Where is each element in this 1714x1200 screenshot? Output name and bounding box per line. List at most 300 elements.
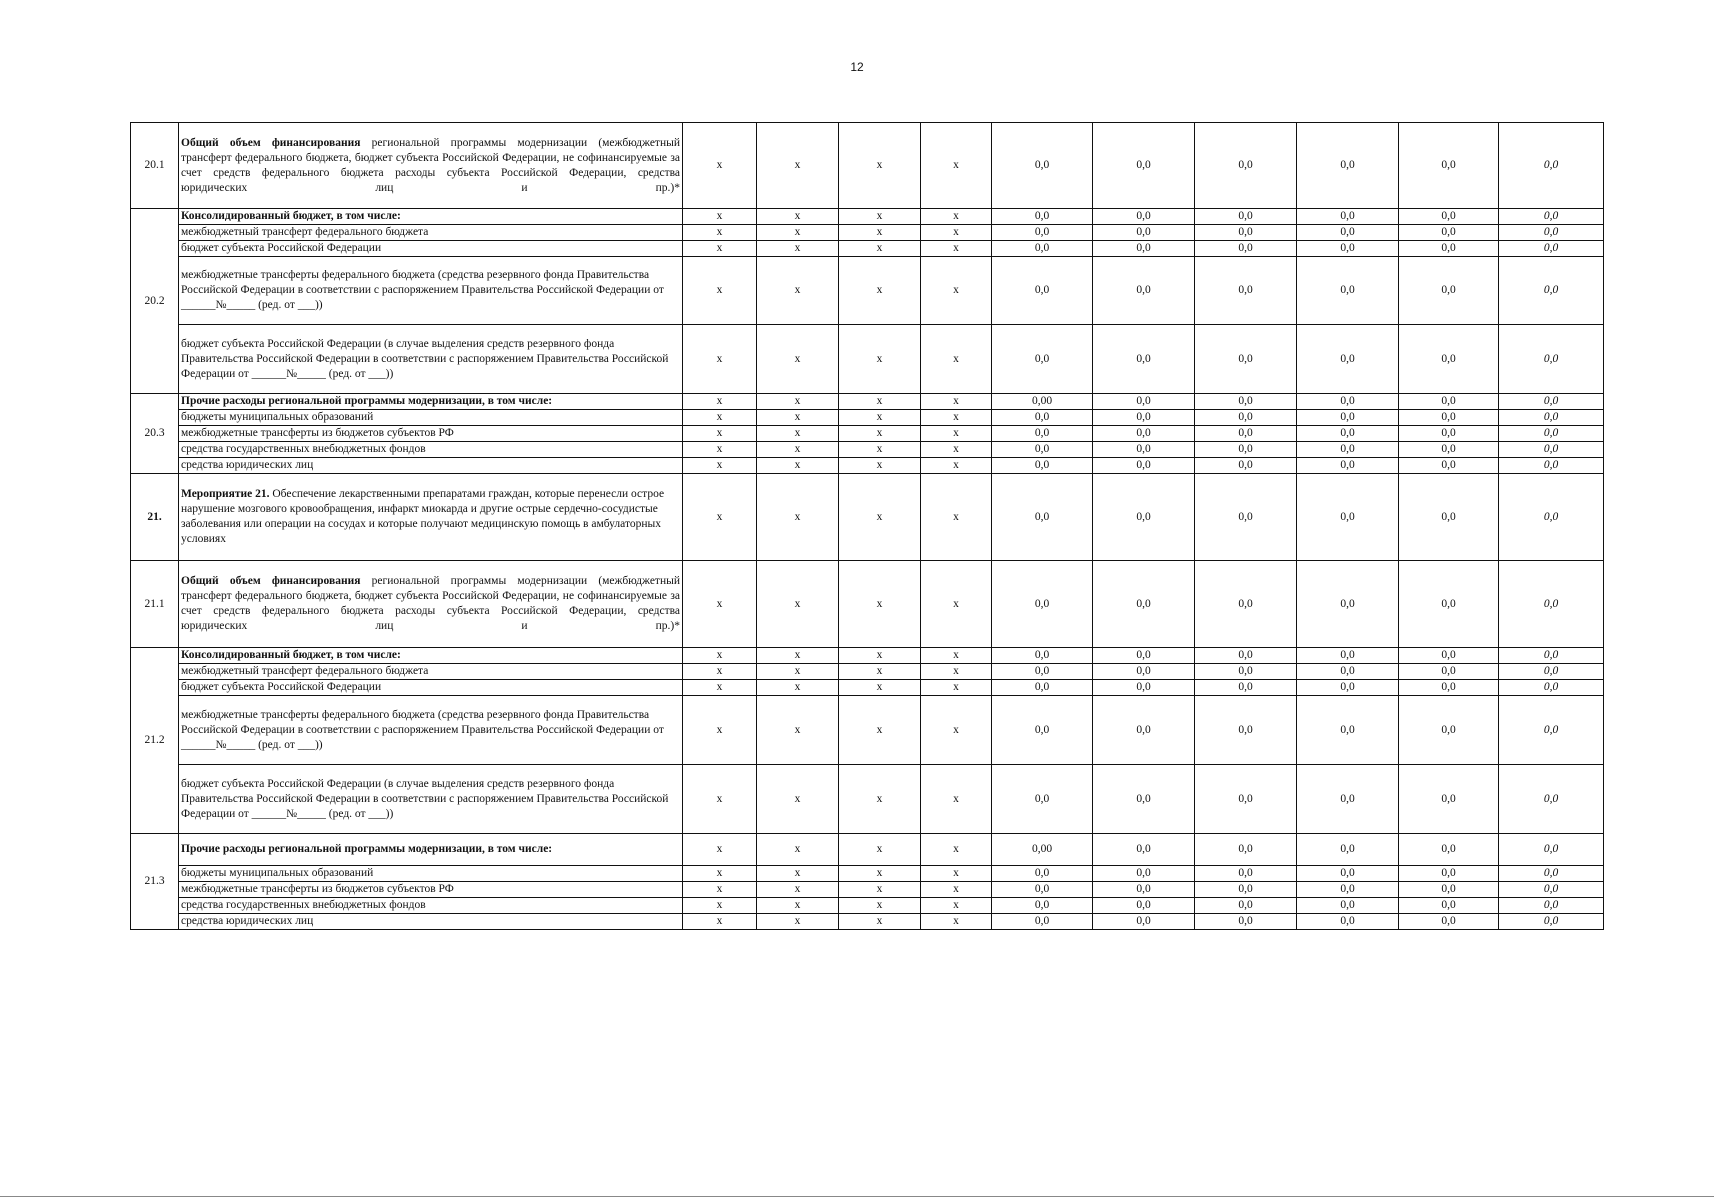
cell-value: 0,0: [1093, 123, 1195, 209]
cell-value: 0,0: [1399, 834, 1499, 866]
cell-value: 0,0: [1499, 882, 1604, 898]
cell-value: 0,0: [1399, 664, 1499, 680]
cell-not-applicable: x: [683, 209, 757, 225]
row-description: [179, 123, 683, 209]
row-description: [179, 866, 683, 882]
cell-not-applicable: x: [921, 834, 992, 866]
cell-value: 0,0: [992, 123, 1093, 209]
cell-value: 0,0: [1195, 680, 1297, 696]
cell-value: 0,0: [1297, 648, 1399, 664]
cell-value: 0,0: [1093, 225, 1195, 241]
description-text: межбюджетные трансферты федерального бюджета (средства резервного фонда Правительства Российской Федерации в соответствии с распоряжением Правительства Российской Федерации от ______№_____ (ред. от ___)): [181, 708, 664, 751]
cell-value: 0,0: [1297, 474, 1399, 561]
cell-value: 0,00: [992, 834, 1093, 866]
cell-value: 0,0: [1297, 225, 1399, 241]
cell-value: 0,0: [1093, 458, 1195, 474]
cell-not-applicable: x: [757, 648, 839, 664]
cell-value: 0,0: [992, 225, 1093, 241]
cell-not-applicable: x: [757, 241, 839, 257]
table-row: [131, 410, 1604, 426]
cell-not-applicable: x: [683, 914, 757, 930]
cell-value: 0,0: [1399, 257, 1499, 325]
cell-not-applicable: x: [683, 561, 757, 648]
cell-value: 0,0: [1499, 225, 1604, 241]
cell-value: 0,0: [1399, 209, 1499, 225]
description-text: региональной программы модернизации (межбюджетный трансферт федерального бюджета, бюджет субъекта Российской Федерации, не софинансируемые за счет средств федерального бюджета расходы субъекта Российской Федерации, средства юридических лиц и пр.)*: [181, 575, 680, 632]
cell-not-applicable: x: [921, 696, 992, 765]
description-text: межбюджетный трансферт федерального бюджета: [181, 226, 429, 238]
cell-value: 0,0: [1499, 325, 1604, 394]
cell-value: 0,0: [992, 241, 1093, 257]
description-text: межбюджетный трансферт федерального бюджета: [181, 665, 429, 677]
cell-value: 0,0: [1093, 834, 1195, 866]
cell-value: 0,0: [1499, 410, 1604, 426]
cell-not-applicable: x: [839, 225, 921, 241]
table-row: [131, 474, 1604, 561]
cell-not-applicable: x: [757, 882, 839, 898]
cell-value: 0,0: [1297, 680, 1399, 696]
table-row: [131, 898, 1604, 914]
cell-value: 0,0: [1297, 834, 1399, 866]
row-description: [179, 442, 683, 458]
cell-not-applicable: x: [683, 325, 757, 394]
cell-value: 0,0: [992, 209, 1093, 225]
cell-not-applicable: x: [757, 325, 839, 394]
cell-value: 0,0: [992, 882, 1093, 898]
cell-value: 0,0: [1297, 765, 1399, 834]
cell-value: 0,0: [1499, 765, 1604, 834]
row-description: [179, 765, 683, 834]
cell-not-applicable: x: [757, 410, 839, 426]
cell-not-applicable: x: [757, 765, 839, 834]
cell-not-applicable: x: [921, 898, 992, 914]
table-row: [131, 442, 1604, 458]
cell-value: 0,0: [1297, 394, 1399, 410]
cell-not-applicable: x: [839, 664, 921, 680]
cell-not-applicable: x: [757, 834, 839, 866]
cell-value: 0,0: [1499, 394, 1604, 410]
table-row: [131, 241, 1604, 257]
cell-not-applicable: x: [757, 898, 839, 914]
cell-value: 0,0: [1499, 123, 1604, 209]
cell-not-applicable: x: [921, 765, 992, 834]
cell-value: 0,0: [1399, 866, 1499, 882]
cell-value: 0,0: [1195, 561, 1297, 648]
cell-not-applicable: x: [839, 325, 921, 394]
cell-value: 0,0: [1399, 648, 1499, 664]
cell-not-applicable: x: [757, 474, 839, 561]
cell-value: 0,0: [1399, 225, 1499, 241]
cell-value: 0,0: [1093, 882, 1195, 898]
cell-not-applicable: x: [757, 458, 839, 474]
cell-value: 0,0: [1093, 241, 1195, 257]
cell-not-applicable: x: [839, 209, 921, 225]
cell-not-applicable: x: [921, 866, 992, 882]
cell-value: 0,0: [992, 914, 1093, 930]
cell-value: 0,0: [1297, 882, 1399, 898]
description-text: межбюджетные трансферты федерального бюджета (средства резервного фонда Правительства Российской Федерации в соответствии с распоряжением Правительства Российской Федерации от ______№_____ (ред. от ___)): [181, 269, 664, 311]
cell-value: 0,0: [992, 680, 1093, 696]
cell-value: 0,0: [992, 257, 1093, 325]
cell-not-applicable: x: [921, 325, 992, 394]
cell-not-applicable: x: [839, 898, 921, 914]
cell-value: 0,0: [1499, 648, 1604, 664]
cell-not-applicable: x: [683, 866, 757, 882]
cell-not-applicable: x: [921, 664, 992, 680]
cell-not-applicable: x: [683, 898, 757, 914]
cell-value: 0,0: [1093, 664, 1195, 680]
table-row: [131, 765, 1604, 834]
cell-not-applicable: x: [839, 834, 921, 866]
cell-not-applicable: x: [839, 458, 921, 474]
cell-not-applicable: x: [921, 561, 992, 648]
cell-value: 0,0: [1093, 410, 1195, 426]
cell-value: 0,0: [1399, 123, 1499, 209]
row-description: [179, 882, 683, 898]
cell-value: 0,0: [1195, 241, 1297, 257]
row-number: 21.3: [131, 834, 179, 930]
description-text: средства государственных внебюджетных фондов: [181, 443, 426, 455]
cell-value: 0,0: [1499, 834, 1604, 866]
description-text: Обеспечение лекарственными препаратами граждан, которые перенесли острое нарушение мозгового кровообращения, инфаркт миокарда и другие острые сердечно-сосудистые заболевания или операции на сосудах и которые получают медицинскую помощь в амбулаторных условиях: [181, 488, 665, 545]
financing-table: [130, 122, 1604, 930]
cell-not-applicable: x: [757, 394, 839, 410]
cell-value: 0,0: [992, 410, 1093, 426]
cell-value: 0,0: [1195, 866, 1297, 882]
cell-value: 0,0: [1297, 914, 1399, 930]
row-description: [179, 664, 683, 680]
row-number: 20.3: [131, 394, 179, 474]
cell-value: 0,0: [1399, 442, 1499, 458]
cell-value: 0,0: [1499, 898, 1604, 914]
description-bold-lead: Консолидированный бюджет, в том числе:: [181, 649, 401, 661]
cell-not-applicable: x: [839, 561, 921, 648]
cell-not-applicable: x: [839, 648, 921, 664]
cell-value: 0,0: [1195, 834, 1297, 866]
cell-value: 0,0: [1195, 410, 1297, 426]
cell-value: 0,0: [1297, 866, 1399, 882]
cell-value: 0,0: [1195, 225, 1297, 241]
row-description: [179, 426, 683, 442]
cell-not-applicable: x: [757, 442, 839, 458]
cell-not-applicable: x: [839, 394, 921, 410]
description-bold-lead: Общий объем финансирования: [181, 136, 361, 149]
table-row: [131, 696, 1604, 765]
cell-value: 0,0: [1093, 680, 1195, 696]
cell-not-applicable: x: [683, 648, 757, 664]
cell-value: 0,0: [1195, 765, 1297, 834]
table-row: [131, 426, 1604, 442]
row-description: [179, 225, 683, 241]
cell-value: 0,0: [1195, 458, 1297, 474]
description-text: бюджет субъекта Российской Федерации: [181, 681, 382, 693]
table-row: [131, 914, 1604, 930]
cell-not-applicable: x: [921, 680, 992, 696]
cell-value: 0,0: [1499, 561, 1604, 648]
cell-not-applicable: x: [757, 257, 839, 325]
cell-value: 0,0: [1399, 394, 1499, 410]
cell-value: 0,0: [1297, 458, 1399, 474]
cell-not-applicable: x: [757, 680, 839, 696]
cell-value: 0,0: [1093, 394, 1195, 410]
cell-value: 0,0: [1399, 474, 1499, 561]
row-description: [179, 257, 683, 325]
cell-not-applicable: x: [839, 474, 921, 561]
cell-value: 0,0: [1399, 241, 1499, 257]
cell-not-applicable: x: [839, 866, 921, 882]
cell-value: 0,0: [992, 696, 1093, 765]
cell-value: 0,0: [1399, 696, 1499, 765]
cell-value: 0,0: [1499, 680, 1604, 696]
cell-value: 0,0: [1399, 898, 1499, 914]
cell-not-applicable: x: [757, 914, 839, 930]
cell-not-applicable: x: [757, 225, 839, 241]
cell-value: 0,0: [1297, 561, 1399, 648]
row-description: [179, 474, 683, 561]
cell-not-applicable: x: [757, 426, 839, 442]
description-text: бюджеты муниципальных образований: [181, 411, 374, 423]
cell-value: 0,0: [992, 866, 1093, 882]
cell-value: 0,0: [1195, 914, 1297, 930]
cell-not-applicable: x: [839, 426, 921, 442]
cell-value: 0,0: [992, 664, 1093, 680]
cell-value: 0,0: [1093, 426, 1195, 442]
table-row: [131, 834, 1604, 866]
cell-not-applicable: x: [921, 123, 992, 209]
cell-not-applicable: x: [839, 765, 921, 834]
table-row: [131, 394, 1604, 410]
cell-value: 0,0: [1195, 648, 1297, 664]
row-description: [179, 209, 683, 225]
cell-value: 0,0: [1093, 648, 1195, 664]
cell-not-applicable: x: [757, 664, 839, 680]
cell-value: 0,0: [1093, 209, 1195, 225]
cell-value: 0,0: [1399, 765, 1499, 834]
table-row: [131, 882, 1604, 898]
cell-not-applicable: x: [757, 209, 839, 225]
description-bold-lead: Мероприятие 21.: [181, 488, 270, 500]
cell-value: 0,0: [1093, 442, 1195, 458]
cell-value: 0,0: [1297, 209, 1399, 225]
cell-value: 0,0: [1195, 209, 1297, 225]
cell-value: 0,0: [1499, 866, 1604, 882]
cell-not-applicable: x: [839, 442, 921, 458]
cell-value: 0,0: [1399, 410, 1499, 426]
cell-value: 0,0: [1499, 241, 1604, 257]
cell-not-applicable: x: [921, 882, 992, 898]
cell-value: 0,0: [992, 765, 1093, 834]
cell-not-applicable: x: [683, 426, 757, 442]
cell-value: 0,0: [1093, 325, 1195, 394]
cell-not-applicable: x: [683, 442, 757, 458]
cell-not-applicable: x: [839, 882, 921, 898]
cell-value: 0,0: [1297, 664, 1399, 680]
row-description: [179, 410, 683, 426]
cell-value: 0,0: [1499, 209, 1604, 225]
cell-not-applicable: x: [683, 257, 757, 325]
cell-not-applicable: x: [683, 458, 757, 474]
cell-value: 0,0: [1499, 257, 1604, 325]
table-row: [131, 680, 1604, 696]
description-bold-lead: Прочие расходы региональной программы модернизации, в том числе:: [181, 395, 553, 407]
cell-not-applicable: x: [683, 834, 757, 866]
row-description: [179, 458, 683, 474]
cell-value: 0,0: [1195, 442, 1297, 458]
description-text: межбюджетные трансферты из бюджетов субъектов РФ: [181, 427, 454, 439]
cell-value: 0,0: [992, 458, 1093, 474]
table-row: [131, 225, 1604, 241]
table-row: [131, 325, 1604, 394]
cell-not-applicable: x: [683, 225, 757, 241]
cell-not-applicable: x: [839, 257, 921, 325]
cell-not-applicable: x: [757, 123, 839, 209]
table-row: [131, 458, 1604, 474]
row-number: 20.2: [131, 209, 179, 394]
cell-value: 0,0: [1195, 882, 1297, 898]
cell-not-applicable: x: [683, 765, 757, 834]
description-text: средства юридических лиц: [181, 915, 314, 927]
cell-value: 0,0: [1399, 426, 1499, 442]
description-text: средства государственных внебюджетных фондов: [181, 899, 426, 911]
description-bold-lead: Консолидированный бюджет, в том числе:: [181, 210, 401, 222]
cell-not-applicable: x: [683, 696, 757, 765]
description-text: региональной программы модернизации (межбюджетный трансферт федерального бюджета, бюджет субъекта Российской Федерации, не софинансируемые за счет средств федерального бюджета расходы субъекта Российской Федерации, средства юридических лиц и пр.)*: [181, 136, 680, 194]
cell-value: 0,0: [1499, 442, 1604, 458]
description-text: бюджет субъекта Российской Федерации (в случае выделения средств резервного фонда Правительства Российской Федерации в соответствии с распоряжением Правительства Российской Федерации от ______№_____ (ред. от ___)): [181, 777, 669, 820]
table-row: [131, 209, 1604, 225]
cell-value: 0,0: [1093, 866, 1195, 882]
cell-not-applicable: x: [921, 914, 992, 930]
table-row: [131, 561, 1604, 648]
cell-value: 0,0: [1297, 426, 1399, 442]
cell-not-applicable: x: [921, 209, 992, 225]
cell-value: 0,00: [992, 394, 1093, 410]
table-row: [131, 866, 1604, 882]
cell-not-applicable: x: [921, 474, 992, 561]
cell-value: 0,0: [1093, 914, 1195, 930]
cell-not-applicable: x: [839, 914, 921, 930]
cell-not-applicable: x: [839, 123, 921, 209]
cell-not-applicable: x: [683, 241, 757, 257]
cell-value: 0,0: [1297, 410, 1399, 426]
cell-value: 0,0: [1093, 898, 1195, 914]
cell-not-applicable: x: [683, 123, 757, 209]
cell-value: 0,0: [1499, 696, 1604, 765]
description-bold-lead: Прочие расходы региональной программы модернизации, в том числе:: [181, 843, 553, 855]
row-description: [179, 325, 683, 394]
cell-not-applicable: x: [757, 866, 839, 882]
cell-value: 0,0: [1399, 680, 1499, 696]
cell-not-applicable: x: [757, 561, 839, 648]
cell-not-applicable: x: [839, 696, 921, 765]
cell-value: 0,0: [992, 426, 1093, 442]
description-bold-lead: Общий объем финансирования: [181, 575, 361, 587]
row-description: [179, 680, 683, 696]
cell-value: 0,0: [1399, 561, 1499, 648]
cell-not-applicable: x: [839, 410, 921, 426]
cell-not-applicable: x: [683, 394, 757, 410]
cell-not-applicable: x: [921, 442, 992, 458]
row-description: [179, 834, 683, 866]
cell-value: 0,0: [992, 561, 1093, 648]
cell-value: 0,0: [1195, 394, 1297, 410]
row-description: [179, 561, 683, 648]
row-description: [179, 241, 683, 257]
cell-value: 0,0: [992, 648, 1093, 664]
description-text: бюджет субъекта Российской Федерации (в случае выделения средств резервного фонда Правительства Российской Федерации в соответствии с распоряжением Правительства Российской Федерации от ______№_____ (ред. от ___)): [181, 337, 669, 380]
cell-not-applicable: x: [683, 474, 757, 561]
description-text: средства юридических лиц: [181, 459, 314, 471]
cell-not-applicable: x: [921, 426, 992, 442]
cell-value: 0,0: [1399, 325, 1499, 394]
cell-value: 0,0: [992, 898, 1093, 914]
cell-value: 0,0: [1499, 426, 1604, 442]
cell-value: 0,0: [1093, 257, 1195, 325]
cell-not-applicable: x: [921, 648, 992, 664]
table-row: [131, 257, 1604, 325]
row-description: [179, 394, 683, 410]
cell-not-applicable: x: [757, 696, 839, 765]
table-body: [131, 123, 1604, 930]
cell-not-applicable: x: [921, 394, 992, 410]
cell-value: 0,0: [1093, 474, 1195, 561]
cell-not-applicable: x: [683, 680, 757, 696]
cell-value: 0,0: [1195, 474, 1297, 561]
cell-not-applicable: x: [683, 410, 757, 426]
cell-value: 0,0: [1399, 914, 1499, 930]
cell-not-applicable: x: [839, 680, 921, 696]
cell-value: 0,0: [1297, 898, 1399, 914]
cell-value: 0,0: [1399, 882, 1499, 898]
cell-value: 0,0: [1499, 664, 1604, 680]
cell-value: 0,0: [1195, 257, 1297, 325]
cell-not-applicable: x: [921, 458, 992, 474]
cell-value: 0,0: [1499, 474, 1604, 561]
cell-value: 0,0: [1093, 561, 1195, 648]
row-description: [179, 696, 683, 765]
cell-value: 0,0: [1297, 257, 1399, 325]
row-number: 21.2: [131, 648, 179, 834]
table-row: [131, 123, 1604, 209]
row-description: [179, 648, 683, 664]
description-text: бюджеты муниципальных образований: [181, 867, 374, 879]
description-text: межбюджетные трансферты из бюджетов субъектов РФ: [181, 883, 454, 895]
cell-value: 0,0: [1093, 696, 1195, 765]
row-number: 20.1: [131, 123, 179, 209]
cell-value: 0,0: [1195, 426, 1297, 442]
cell-value: 0,0: [1297, 442, 1399, 458]
cell-value: 0,0: [1195, 123, 1297, 209]
cell-value: 0,0: [1297, 123, 1399, 209]
row-number: 21.: [131, 474, 179, 561]
cell-not-applicable: x: [839, 241, 921, 257]
cell-value: 0,0: [992, 442, 1093, 458]
cell-value: 0,0: [1399, 458, 1499, 474]
row-description: [179, 914, 683, 930]
cell-value: 0,0: [1195, 898, 1297, 914]
page-number: 12: [850, 60, 864, 74]
cell-not-applicable: x: [683, 664, 757, 680]
cell-value: 0,0: [1297, 325, 1399, 394]
cell-value: 0,0: [1093, 765, 1195, 834]
cell-value: 0,0: [1195, 325, 1297, 394]
cell-value: 0,0: [1499, 458, 1604, 474]
cell-not-applicable: x: [921, 257, 992, 325]
cell-not-applicable: x: [683, 882, 757, 898]
description-text: бюджет субъекта Российской Федерации: [181, 242, 382, 254]
row-description: [179, 898, 683, 914]
cell-value: 0,0: [1297, 696, 1399, 765]
